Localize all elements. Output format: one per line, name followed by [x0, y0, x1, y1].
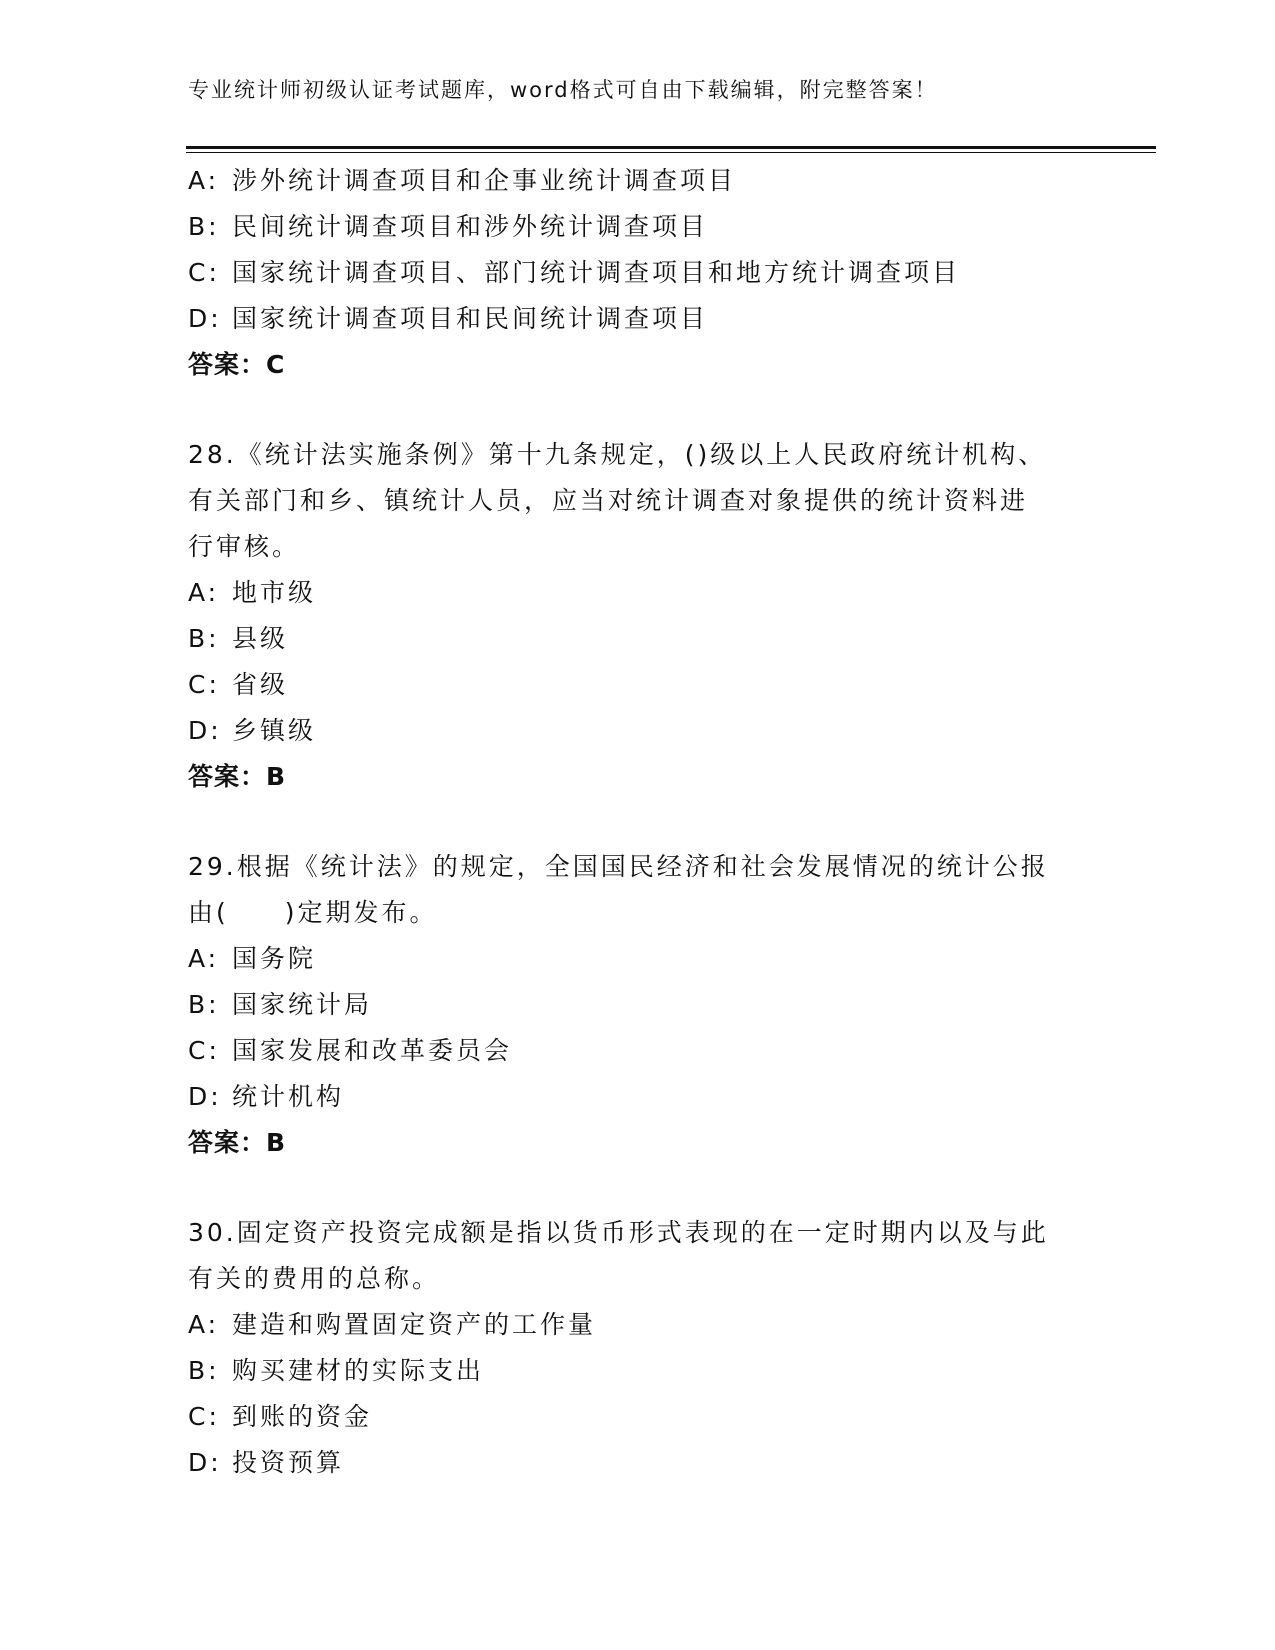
- option-label: B:: [188, 1356, 220, 1385]
- option-label: D:: [188, 1082, 222, 1111]
- answer-line: 答案：B: [188, 1128, 287, 1157]
- option-text: 建造和购置固定资产的工作量: [232, 1310, 597, 1339]
- option-b: [188, 982, 1128, 1028]
- option-label: D:: [188, 304, 222, 333]
- question-stem: [188, 1210, 1128, 1302]
- header-rule-thin: [186, 152, 1156, 153]
- option-text: 国务院: [232, 944, 317, 973]
- option-a: [188, 1302, 1128, 1348]
- option-label: C:: [188, 1036, 220, 1065]
- stem-line: 28.《统计法实施条例》第十九条规定，()级以上人民政府统计机构、: [188, 440, 1047, 469]
- option-c: [188, 1394, 1128, 1440]
- answer-line: 答案：C: [188, 350, 286, 379]
- stem-line: 由( )定期发布。: [188, 898, 438, 927]
- option-label: A:: [188, 1310, 220, 1339]
- option-label: B:: [188, 624, 220, 653]
- stem-line: 行审核。: [188, 532, 301, 561]
- question-fragment: [188, 158, 1128, 388]
- option-text: 涉外统计调查项目和企事业统计调查项目: [232, 166, 737, 195]
- option-label: C:: [188, 670, 220, 699]
- option-label: B:: [188, 212, 220, 241]
- option-a: [188, 158, 1128, 204]
- option-text: 投资预算: [232, 1448, 345, 1477]
- question-28: [188, 432, 1128, 800]
- option-text: 县级: [232, 624, 289, 653]
- option-text: 国家发展和改革委员会: [232, 1036, 513, 1065]
- stem-line: 30.固定资产投资完成额是指以货币形式表现的在一定时期内以及与此: [188, 1218, 1049, 1247]
- option-d: [188, 708, 1128, 754]
- question-29: [188, 844, 1128, 1166]
- option-label: C:: [188, 1402, 220, 1431]
- header-rule-thick: [186, 146, 1156, 149]
- option-text: 国家统计局: [232, 990, 373, 1019]
- answer-line: 答案：B: [188, 762, 287, 791]
- option-d: [188, 1074, 1128, 1120]
- option-label: D:: [188, 716, 222, 745]
- document-content: [188, 158, 1128, 1486]
- option-label: C:: [188, 258, 220, 287]
- question-stem: [188, 844, 1128, 936]
- stem-line: 29.根据《统计法》的规定，全国国民经济和社会发展情况的统计公报: [188, 852, 1049, 881]
- option-text: 购买建材的实际支出: [232, 1356, 485, 1385]
- option-text: 乡镇级: [232, 716, 317, 745]
- option-c: [188, 1028, 1128, 1074]
- option-b: [188, 616, 1128, 662]
- question-30: [188, 1210, 1128, 1486]
- option-text: 民间统计调查项目和涉外统计调查项目: [232, 212, 709, 241]
- option-a: [188, 570, 1128, 616]
- option-b: [188, 204, 1128, 250]
- option-c: [188, 250, 1128, 296]
- option-label: A:: [188, 578, 220, 607]
- page-header: 专业统计师初级认证考试题库，word格式可自由下载编辑，附完整答案！: [188, 78, 938, 102]
- option-label: D:: [188, 1448, 222, 1477]
- option-text: 省级: [232, 670, 289, 699]
- option-label: A:: [188, 944, 220, 973]
- stem-line: 有关的费用的总称。: [188, 1264, 441, 1293]
- option-text: 地市级: [232, 578, 317, 607]
- question-stem: [188, 432, 1128, 570]
- option-b: [188, 1348, 1128, 1394]
- option-text: 国家统计调查项目和民间统计调查项目: [232, 304, 709, 333]
- option-a: [188, 936, 1128, 982]
- option-c: [188, 662, 1128, 708]
- option-d: [188, 296, 1128, 342]
- option-text: 统计机构: [232, 1082, 345, 1111]
- option-text: 到账的资金: [232, 1402, 373, 1431]
- option-text: 国家统计调查项目、部门统计调查项目和地方统计调查项目: [232, 258, 961, 287]
- option-label: A:: [188, 166, 220, 195]
- stem-line: 有关部门和乡、镇统计人员，应当对统计调查对象提供的统计资料进: [188, 486, 1029, 515]
- option-d: [188, 1440, 1128, 1486]
- option-label: B:: [188, 990, 220, 1019]
